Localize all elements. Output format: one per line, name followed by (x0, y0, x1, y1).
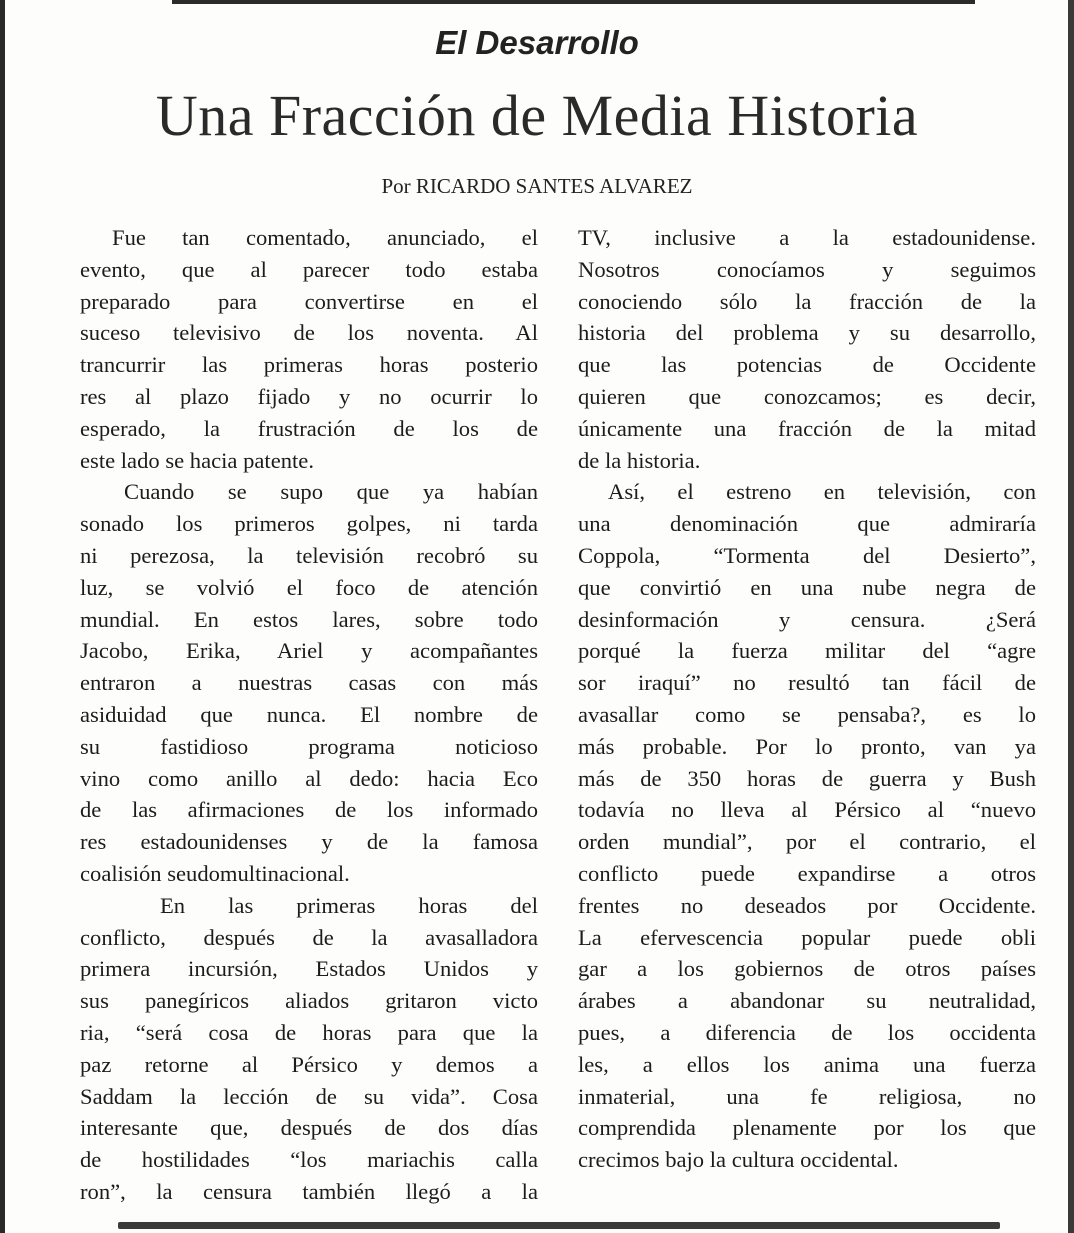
text-line: ron”, la censura también llegó a la (80, 1178, 538, 1204)
text-line: interesante que, después de dos días (80, 1115, 538, 1141)
text-line: conociendo sólo la fracción de la (578, 288, 1036, 314)
article-column-right (578, 222, 1036, 1176)
text-line: mundial. En estos lares, sobre todo (80, 606, 538, 632)
text-line: conflicto, después de la avasalladora (80, 924, 538, 950)
text-line: frentes no deseados por Occidente. (578, 892, 1036, 918)
text-line: más de 350 horas de guerra y Bush (578, 765, 1036, 791)
text-line: suceso televisivo de los noventa. Al (80, 320, 538, 346)
text-line: En las primeras horas del (160, 892, 538, 918)
text-line: de las afirmaciones de los informado (80, 797, 538, 823)
text-line: desinformación y censura. ¿Será (578, 606, 1036, 632)
text-line: res estadounidenses y de la famosa (80, 829, 538, 855)
text-line: avasallar como se pensaba?, es lo (578, 701, 1036, 727)
text-line: más probable. Por lo pronto, van ya (578, 733, 1036, 759)
text-line: porqué la fuerza militar del “agre (578, 638, 1036, 664)
text-line: únicamente una fracción de la mitad (578, 415, 1036, 441)
headline: Una Fracción de Media Historia (155, 83, 919, 148)
text-line: de hostilidades “los mariachis calla (80, 1147, 538, 1173)
section-label: El Desarrollo (435, 24, 639, 61)
text-line: coalisión seudomultinacional. (80, 860, 350, 886)
text-line: árabes a abandonar su neutralidad, (578, 988, 1036, 1014)
text-line: historia del problema y su desarrollo, (578, 320, 1036, 346)
text-line: que convirtió en una nube negra de (578, 574, 1036, 600)
text-line: La efervescencia popular puede obli (578, 924, 1036, 950)
text-line: preparado para convertirse en el (80, 288, 538, 314)
text-line: Nosotros conocíamos y seguimos (578, 256, 1036, 282)
text-line: que las potencias de Occidente (578, 352, 1036, 378)
text-line: Coppola, “Tormenta del Desierto”, (578, 542, 1036, 568)
text-line: inmaterial, una fe religiosa, no (578, 1083, 1036, 1109)
text-line: una denominación que admiraría (578, 511, 1036, 537)
text-line: Jacobo, Erika, Ariel y acompañantes (80, 638, 538, 664)
text-line: trancurrir las primeras horas posterio (80, 352, 538, 378)
text-line: Así, el estreno en televisión, con (608, 479, 1036, 505)
text-line: gar a los gobiernos de otros países (578, 956, 1036, 982)
text-line: primera incursión, Estados Unidos y (80, 956, 538, 982)
text-line: Saddam la lección de su vida”. Cosa (80, 1083, 538, 1109)
text-line: todavía no lleva al Pérsico al “nuevo (578, 797, 1036, 823)
text-line: ni perezosa, la televisión recobró su (80, 542, 538, 568)
text-line: Fue tan comentado, anunciado, el (112, 225, 538, 250)
text-line: quieren que conozcamos; es decir, (578, 383, 1036, 409)
bottom-rule (118, 1222, 1000, 1229)
text-line: sonado los primeros golpes, ni tarda (80, 511, 538, 537)
text-line: sus panegíricos aliados gritaron victo (80, 988, 538, 1014)
text-line: res al plazo fijado y no ocurrir lo (80, 383, 538, 409)
text-line: Cuando se supo que ya habían (124, 479, 538, 505)
text-line: este lado se hacia patente. (80, 447, 314, 473)
text-line: TV, inclusive a la estadounidense. (578, 225, 1036, 250)
text-line: ria, “será cosa de horas para que la (80, 1019, 538, 1045)
text-line: luz, se volvió el foco de atención (80, 574, 538, 600)
text-line: paz retorne al Pérsico y demos a (80, 1051, 538, 1077)
text-line: les, a ellos los anima una fuerza (578, 1051, 1036, 1077)
top-rule (172, 0, 975, 4)
text-line: su fastidioso programa noticioso (80, 733, 538, 759)
text-line: esperado, la frustración de los de (80, 415, 538, 441)
text-line: sor iraquí” no resultó tan fácil de (578, 670, 1036, 696)
text-line: evento, que al parecer todo estaba (80, 256, 538, 282)
byline: Por RICARDO SANTES ALVAREZ (381, 174, 693, 198)
text-line: conflicto puede expandirse a otros (578, 860, 1036, 886)
text-line: vino como anillo al dedo: hacia Eco (80, 765, 538, 791)
text-line: pues, a diferencia de los occidenta (578, 1019, 1036, 1045)
article-column-left (80, 222, 538, 1208)
text-line: crecimos bajo la cultura occidental. (578, 1147, 899, 1173)
text-line: comprendida plenamente por los que (578, 1115, 1036, 1141)
text-line: de la historia. (578, 447, 701, 473)
text-line: asiduidad que nunca. El nombre de (80, 701, 538, 727)
text-line: entraron a nuestras casas con más (80, 670, 538, 696)
text-line: orden mundial”, por el contrario, el (578, 829, 1036, 855)
